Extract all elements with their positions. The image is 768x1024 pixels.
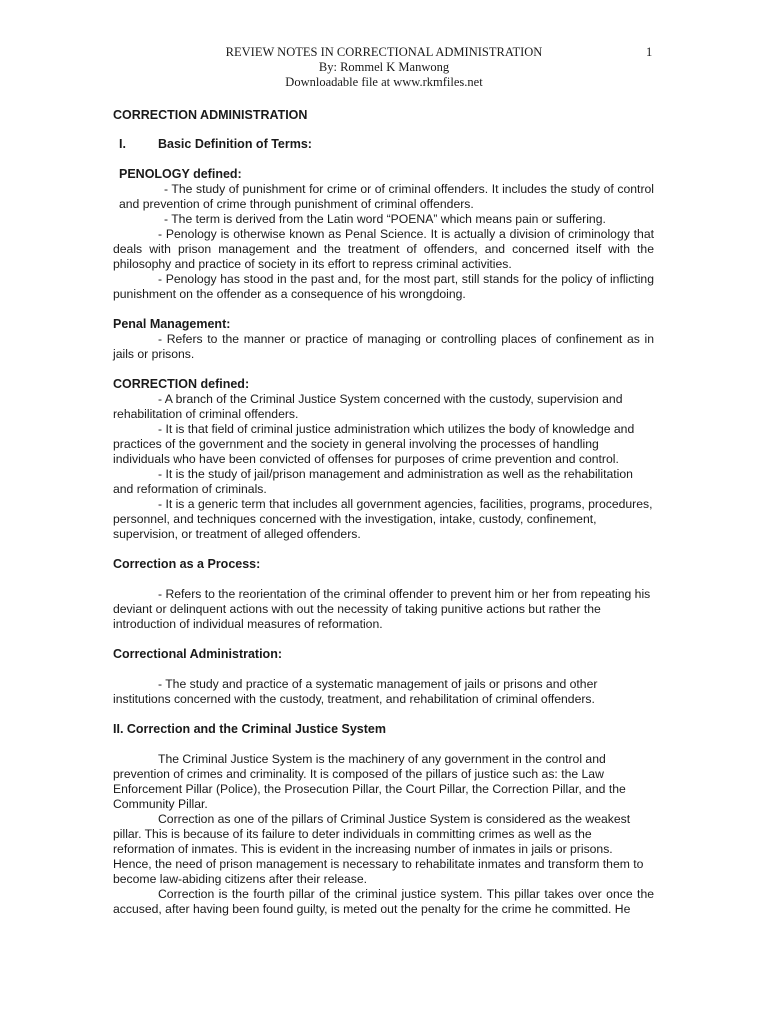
penal-management-block <box>113 317 654 362</box>
penology-block <box>113 167 654 302</box>
paragraph: - It is that field of criminal justice administration which utilizes the body of knowledge and practices of the government and the society in general involving the processes of handling individuals who have been convicted of offenses for purposes of crime prevention and control. <box>113 422 635 466</box>
document-body <box>113 108 654 917</box>
process-block <box>113 557 654 632</box>
correction-heading: CORRECTION defined: <box>113 377 250 391</box>
correction-block <box>113 377 654 542</box>
header-download-note: Downloadable file at www.rkmfiles.net <box>285 75 483 89</box>
document-title: CORRECTION ADMINISTRATION <box>113 108 308 122</box>
paragraph: - Penology has stood in the past and, for the most part, still stands for the policy of inflicting punishment on the offender as a consequence of his wrongdoing. <box>113 272 654 301</box>
paragraph: - Penology is otherwise known as Penal Science. It is actually a division of criminology that deals with prison management and the treatment of offenders, and concerned itself with the philosophy and practice of society in its effort to repress criminal activities. <box>113 227 654 271</box>
paragraph: - Refers to the reorientation of the criminal offender to prevent him or her from repeating his deviant or delinquent actions with out the necessity of taking punitive actions but rather the introduction of individual measures of reformation. <box>113 587 651 631</box>
section-number: I. <box>119 137 126 151</box>
paragraph: - The study and practice of a systematic management of jails or prisons and other institutions concerned with the custody, treatment, and rehabilitation of criminal offenders. <box>113 677 598 706</box>
penology-heading: PENOLOGY defined: <box>119 167 242 181</box>
paragraph: - A branch of the Criminal Justice System concerned with the custody, supervision and rehabilitation of criminal offenders. <box>113 392 623 421</box>
paragraph: Correction is the fourth pillar of the criminal justice system. This pillar takes over once the accused, after having been found guilty, is meted out the penalty for the crime he committed. He <box>113 887 654 916</box>
process-heading: Correction as a Process: <box>113 557 261 571</box>
paragraph: - The term is derived from the Latin word “POENA” which means pain or suffering. <box>164 212 606 226</box>
paragraph: - The study of punishment for crime or of criminal offenders. It includes the study of control and prevention of crime through punishment of criminal offenders. <box>119 182 654 211</box>
paragraph: - It is the study of jail/prison management and administration as well as the rehabilitation and reformation of criminals. <box>113 467 633 496</box>
paragraph: Correction as one of the pillars of Criminal Justice System is considered as the weakest pillar. This is because of its failure to deter individuals in committing crimes as well as the reformation of inmates. This is evident in the increasing number of inmates in jails or prisons. Hence, the need of prison management is necessary to rehabilitate inmates and transform them to become law-abiding citizens after their release. <box>113 812 644 886</box>
paragraph: - It is a generic term that includes all government agencies, facilities, programs, procedures, personnel, and techniques concerned with the investigation, intake, custody, confinement, supervision, or treatment of alleged offenders. <box>113 497 653 541</box>
page-number: 1 <box>646 45 653 59</box>
paragraph: The Criminal Justice System is the machinery of any government in the control and prevention of crimes and criminality. It is composed of the pillars of justice such as: the Law Enforcement Pillar (Police), the Prosecution Pillar, the Court Pillar, the Correction Pillar, and the Community Pillar. <box>113 752 626 811</box>
header-title: REVIEW NOTES IN CORRECTIONAL ADMINISTRATION <box>225 45 543 59</box>
paragraph: - Refers to the manner or practice of managing or controlling places of confinement as in jails or prisons. <box>113 332 654 361</box>
header-author: By: Rommel K Manwong <box>318 60 450 74</box>
section-2-block <box>113 722 654 917</box>
penal-management-heading: Penal Management: <box>113 317 231 331</box>
admin-block <box>113 647 654 707</box>
section-heading-1 <box>113 137 654 152</box>
page-header <box>0 45 768 90</box>
section-heading-2: II. Correction and the Criminal Justice System <box>113 722 386 736</box>
admin-heading: Correctional Administration: <box>113 647 282 661</box>
section-title: Basic Definition of Terms: <box>158 137 312 151</box>
